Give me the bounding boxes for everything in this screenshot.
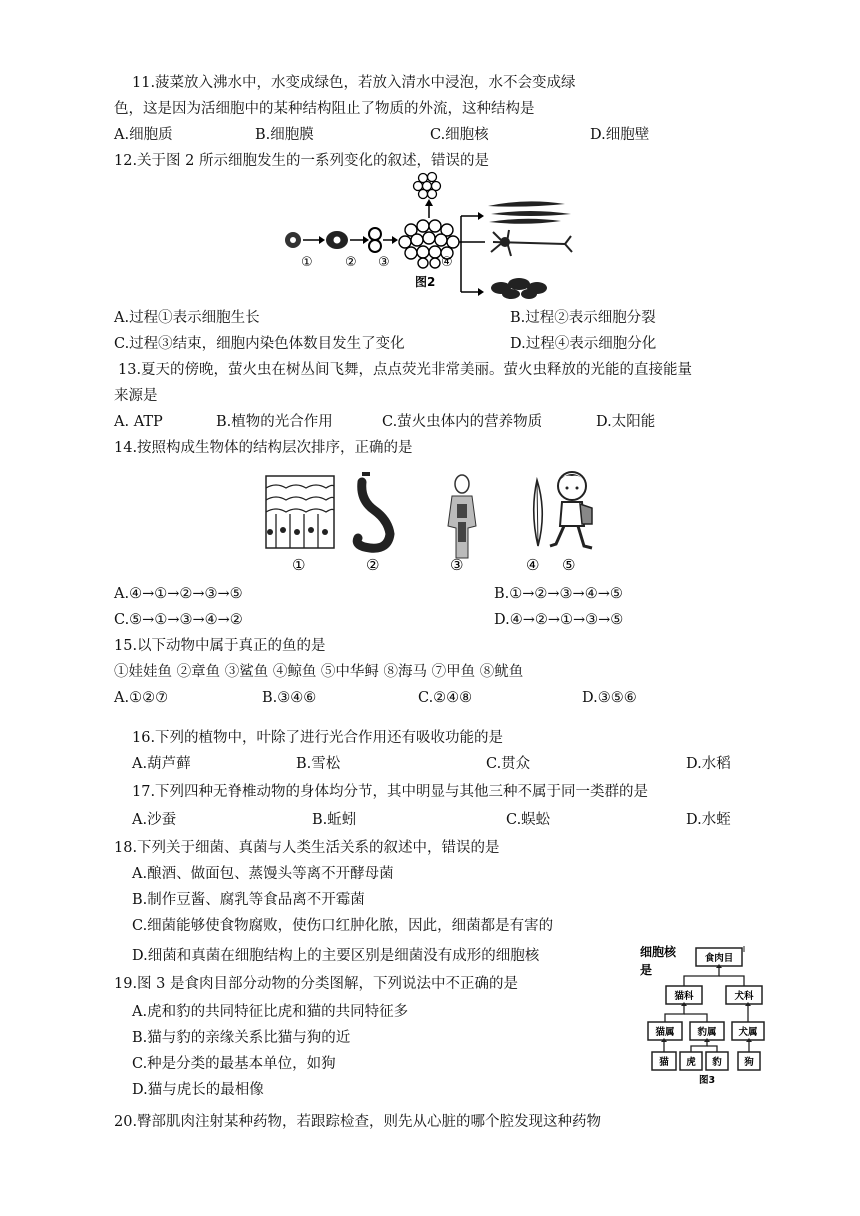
q11-option-b: B.细胞膜 bbox=[255, 127, 314, 143]
q19-option-d: D.猫与虎长的最相像 bbox=[132, 1082, 264, 1098]
q11-stem-line2: 色，这是因为活细胞中的某种结构阻止了物质的外流，这种结构是 bbox=[114, 101, 535, 117]
q19-root-label: 食肉目 bbox=[704, 953, 734, 964]
q11-option-a: A.细胞质 bbox=[114, 127, 173, 143]
q14-figure-label-1: ① bbox=[292, 556, 306, 574]
q16-stem: 16.下列的植物中，叶除了进行光合作用还有吸收功能的是 bbox=[132, 730, 504, 746]
q14-option-d: D.④→②→①→③→⑤ bbox=[494, 612, 624, 628]
q13-stem-line1: 13.夏天的傍晚，萤火虫在树丛间飞舞，点点荧光非常美丽。萤火虫释放的光能的直接能量 bbox=[118, 362, 693, 378]
q12-step-label-3: ③ bbox=[378, 255, 390, 270]
q13-option-a: A. ATP bbox=[114, 414, 163, 430]
q17-option-b: B.蚯蚓 bbox=[312, 812, 357, 828]
q19-genus-label-dog: 犬属 bbox=[738, 1027, 758, 1038]
q12-step-label-1: ① bbox=[301, 255, 313, 270]
q19-species-label-dog: 狗 bbox=[744, 1057, 754, 1068]
q19-family-label-dog: 犬科 bbox=[734, 991, 754, 1002]
q11-option-c: C.细胞核 bbox=[430, 127, 489, 143]
q13-option-d: D.太阳能 bbox=[596, 414, 656, 430]
q19-species-label-tiger: 虎 bbox=[686, 1057, 696, 1068]
q16-option-b: B.雪松 bbox=[296, 756, 341, 772]
cell-change-figure bbox=[275, 170, 585, 300]
q14-option-b: B.①→②→③→④→⑤ bbox=[494, 586, 623, 602]
q19-genus-label-leopard: 豹属 bbox=[697, 1027, 717, 1038]
q17-stem: 17.下列四种无脊椎动物的身体均分节，其中明显与其他三种不属于同一类群的是 bbox=[132, 784, 649, 800]
q14-figure-label-3: ③ bbox=[450, 556, 464, 574]
q17-option-d: D.水蛭 bbox=[686, 812, 731, 828]
q14-option-c: C.⑤→①→③→④→② bbox=[114, 612, 243, 628]
structure-levels-figure bbox=[262, 460, 602, 575]
q19-family-label-cat: 猫科 bbox=[674, 991, 694, 1002]
q12-option-a: A.过程①表示细胞生长 bbox=[114, 310, 260, 326]
q19-option-b: B.猫与豹的亲缘关系比猫与狗的近 bbox=[132, 1030, 351, 1046]
q13-stem-line2: 来源是 bbox=[114, 388, 158, 404]
q19-genus-label-cat: 猫属 bbox=[655, 1027, 675, 1038]
q19-stem: 19.图 3 是食肉目部分动物的分类图解，下列说法中不正确的是 bbox=[114, 976, 519, 992]
q16-option-c: C.贯众 bbox=[486, 756, 531, 772]
q19-species-label-leopard: 豹 bbox=[712, 1057, 722, 1068]
q14-figure-label-2: ② bbox=[366, 556, 380, 574]
q18-option-b: B.制作豆酱、腐乳等食品离不开霉菌 bbox=[132, 892, 365, 908]
q14-option-a: A.④→①→②→③→⑤ bbox=[114, 586, 243, 602]
q14-figure-label-5: ⑤ bbox=[562, 556, 576, 574]
q15-stem: 15.以下动物中属于真正的鱼的是 bbox=[114, 638, 326, 654]
q19-fragment-bottom: 是 bbox=[640, 963, 653, 977]
q16-option-d: D.水稻 bbox=[686, 756, 731, 772]
classification-tree-figure bbox=[640, 940, 768, 1088]
q12-option-d: D.过程④表示细胞分化 bbox=[510, 336, 657, 352]
q18-stem: 18.下列关于细菌、真菌与人类生活关系的叙述中，错误的是 bbox=[114, 840, 500, 856]
q15-option-c: C.②④⑧ bbox=[418, 690, 473, 706]
q18-option-d: D.细菌和真菌在细胞结构上的主要区别是细菌没有成形的细胞核 bbox=[132, 948, 540, 964]
q15-option-b: B.③④⑥ bbox=[262, 690, 317, 706]
q12-step-label-2: ② bbox=[345, 255, 357, 270]
q19-species-label-cat: 猫 bbox=[659, 1057, 669, 1068]
q12-stem: 12.关于图 2 所示细胞发生的一系列变化的叙述，错误的是 bbox=[114, 153, 490, 169]
q14-figure-label-4: ④ bbox=[526, 556, 540, 574]
q15-items: ①娃娃鱼 ②章鱼 ③鲨鱼 ④鲸鱼 ⑤中华鲟 ⑧海马 ⑦甲鱼 ⑧鱿鱼 bbox=[114, 664, 524, 680]
q17-option-a: A.沙蚕 bbox=[132, 812, 177, 828]
q18-option-c: C.细菌能够使食物腐败，使伤口红肿化脓，因此，细菌都是有害的 bbox=[132, 918, 554, 934]
q17-option-c: C.蜈蚣 bbox=[506, 812, 551, 828]
q12-figure-label: 图2 bbox=[415, 275, 436, 289]
q14-stem: 14.按照构成生物体的结构层次排序，正确的是 bbox=[114, 440, 413, 456]
q13-option-b: B.植物的光合作用 bbox=[216, 414, 333, 430]
q12-step-label-4: ④ bbox=[441, 255, 453, 270]
q20-stem: 20.臀部肌肉注射某种药物，若跟踪检查，则先从心脏的哪个腔发现这种药物 bbox=[114, 1114, 602, 1130]
q12-option-b: B.过程②表示细胞分裂 bbox=[510, 310, 656, 326]
q19-fragment-top: 细胞核 bbox=[640, 945, 677, 959]
q19-figure-label: 图3 bbox=[698, 1075, 716, 1086]
q13-option-c: C.萤火虫体内的营养物质 bbox=[382, 414, 543, 430]
q11-stem-line1: 11.菠菜放入沸水中，水变成绿色，若放入清水中浸泡，水不会变成绿 bbox=[132, 75, 576, 91]
q15-option-d: D.③⑤⑥ bbox=[582, 690, 637, 706]
q11-option-d: D.细胞壁 bbox=[590, 127, 650, 143]
q18-option-a: A.酿酒、做面包、蒸馒头等离不开酵母菌 bbox=[132, 866, 394, 882]
q12-option-c: C.过程③结束，细胞内染色体数目发生了变化 bbox=[114, 336, 405, 352]
q15-option-a: A.①②⑦ bbox=[114, 690, 169, 706]
q16-option-a: A.葫芦藓 bbox=[132, 756, 191, 772]
q19-option-a: A.虎和豹的共同特征比虎和猫的共同特征多 bbox=[132, 1004, 409, 1020]
q19-option-c: C.种是分类的最基本单位，如狗 bbox=[132, 1056, 336, 1072]
